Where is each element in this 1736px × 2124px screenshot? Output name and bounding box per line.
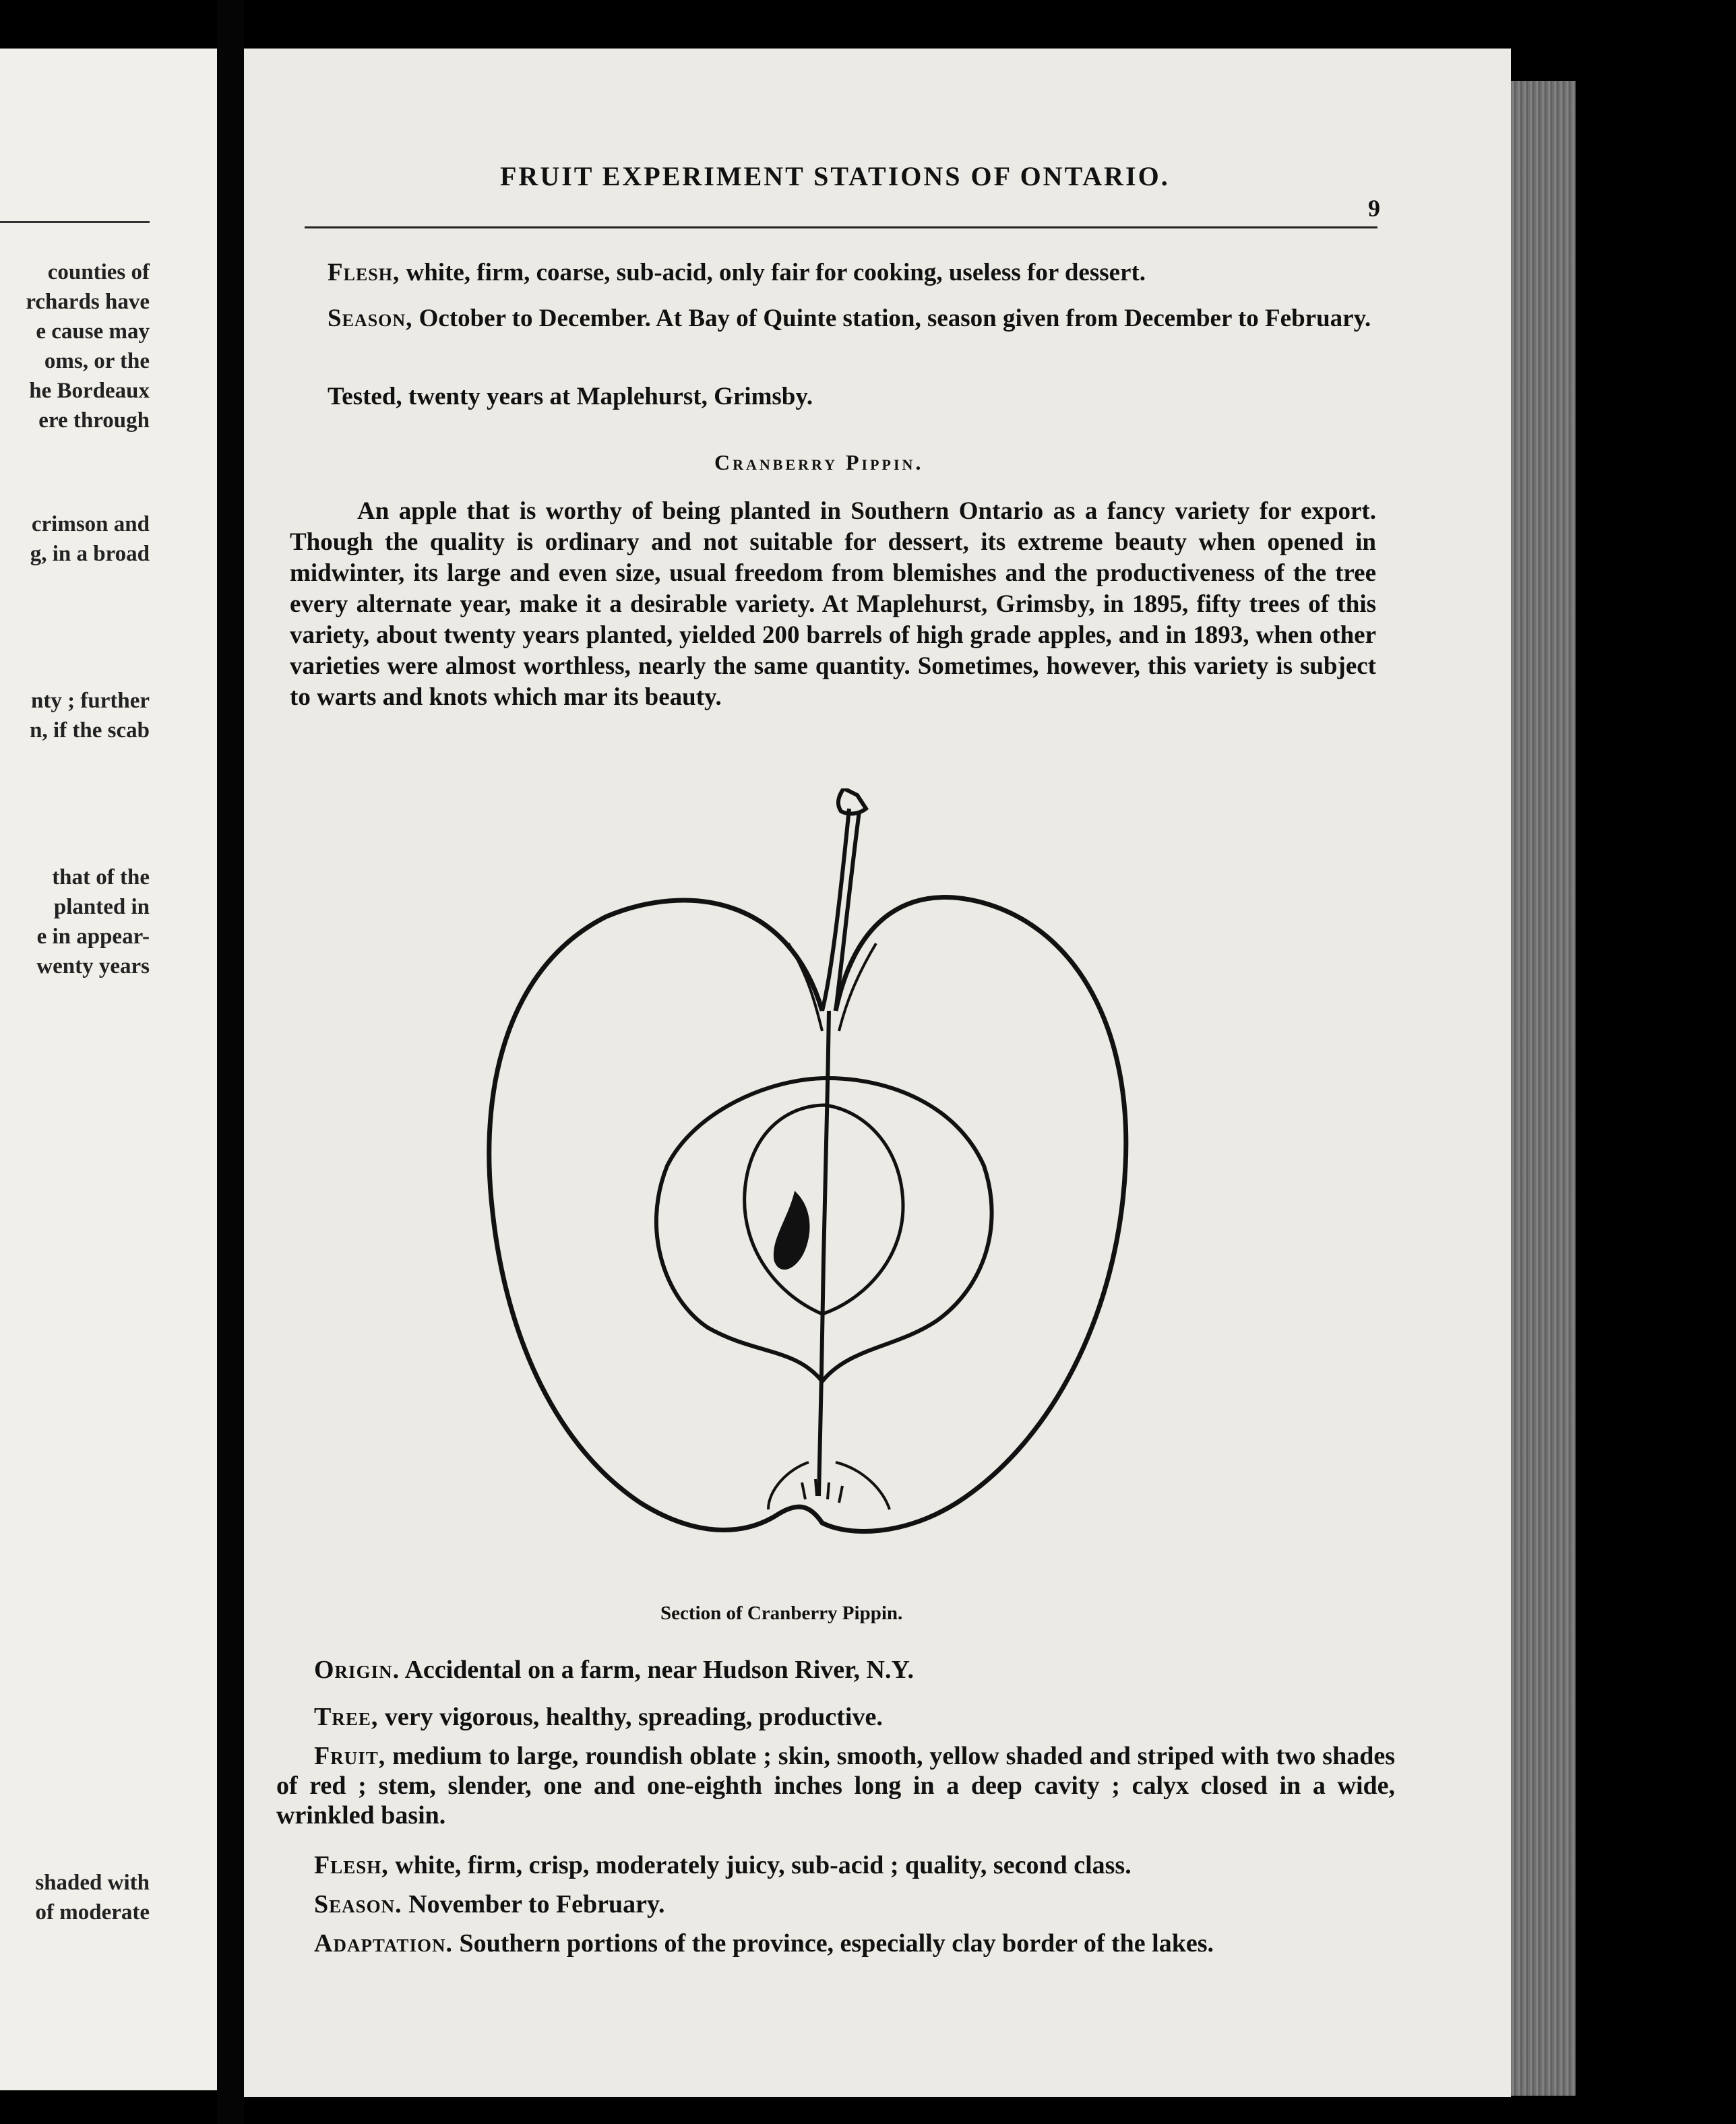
left-text-block-5 [0,1868,150,1927]
left-line: shaded with [35,1871,150,1895]
intro-paragraph: An apple that is worthy of being planted in Southern Ontario as a fancy variety for export. Though the quality is ordinary and not suitable for dessert, its extreme beauty when opened in midwinter, its large and even size, usual freedom from blemishes and the productiveness of the tree every alternate year, make it a desirable variety. At Maplehurst, Grimsby, in 1895, fifty trees of this variety, about twenty years planted, yielded 200 barrels of high grade apples, and in 1893, when other varieties were almost worthless, nearly the same quantity. Sometimes, however, this variety is subject to warts and knots which mar its beauty. [290,497,1376,711]
page-number: 9 [1368,195,1380,222]
left-line: n, if the scab [30,718,150,743]
season-text: November to February. [408,1890,665,1918]
flesh-text: white, firm, crisp, moderately juicy, sub-acid ; quality, second class. [395,1851,1132,1879]
header-rule [305,226,1377,228]
core-line [819,1011,829,1496]
prev-season-line [290,303,1376,334]
origin-text: Accidental on a farm, near Hudson River, N.Y. [404,1656,914,1684]
origin-label: Origin. [314,1656,400,1684]
left-text-block-4 [0,863,150,981]
prev-tested-line [290,381,1376,412]
fruit-label: Fruit, [314,1742,386,1770]
season-entry [276,1889,1395,1919]
left-page-rule [0,221,150,223]
adaptation-label: Adaptation. [314,1929,453,1958]
adaptation-entry [276,1929,1395,1958]
left-line: rchards have [26,290,150,314]
left-line: e in appear- [36,925,150,949]
apple-section-illustration [472,788,1186,1584]
book-gutter [217,0,244,2124]
prev-flesh-line [290,257,1376,288]
figure-caption: Section of Cranberry Pippin. [660,1602,903,1624]
left-line: that of the [52,865,150,889]
tree-text: very vigorous, healthy, spreading, productive. [384,1703,883,1731]
fruit-entry [276,1741,1395,1830]
left-text-block-1 [0,257,150,435]
left-line: of moderate [35,1900,150,1925]
flesh-text: white, firm, coarse, sub-acid, only fair for cooking, useless for dessert. [406,259,1146,286]
stem [822,809,859,1011]
season-label: Season. [314,1890,402,1918]
adaptation-text: Southern portions of the province, especially clay border of the lakes. [459,1929,1214,1958]
season-text: October to December. At Bay of Quinte station, season given from December to February. [418,305,1371,332]
left-page-fragment [0,49,217,2090]
section-title: Cranberry Pippin. [714,450,924,474]
flesh-entry [276,1850,1395,1880]
left-line: planted in [53,895,150,919]
page-edge [1511,81,1576,2096]
season-label: Season, [328,305,413,332]
stem-tip [838,788,866,813]
tested-text: Tested, twenty years at Maplehurst, Grimsby. [328,383,813,410]
left-line: oms, or the [44,349,150,373]
tree-label: Tree, [314,1703,379,1731]
left-line: e cause may [36,319,150,344]
flesh-label: Flesh, [314,1851,389,1879]
left-line: he Bordeaux [29,379,150,403]
left-line: crimson and [31,512,150,536]
left-text-block-3 [0,686,150,745]
seed [774,1193,809,1269]
left-line: g, in a broad [30,542,150,566]
flesh-label: Flesh, [328,259,400,286]
tree-entry [276,1702,1395,1732]
running-header: FRUIT EXPERIMENT STATIONS OF ONTARIO. [500,161,1170,191]
origin-entry [276,1655,1395,1685]
left-line: nty ; further [31,689,150,713]
left-line: wenty years [36,954,150,978]
left-line: counties of [47,260,150,284]
fruit-text: medium to large, roundish oblate ; skin, smooth, yellow shaded and striped with two shades of red ; stem, slender, one and one-eighth inches long in a deep cavity ; calyx closed in a wide, wrinkled basin. [276,1742,1396,1830]
left-text-block-2 [0,509,150,569]
calyx-marks [802,1479,842,1503]
left-line: ere through [38,408,150,433]
